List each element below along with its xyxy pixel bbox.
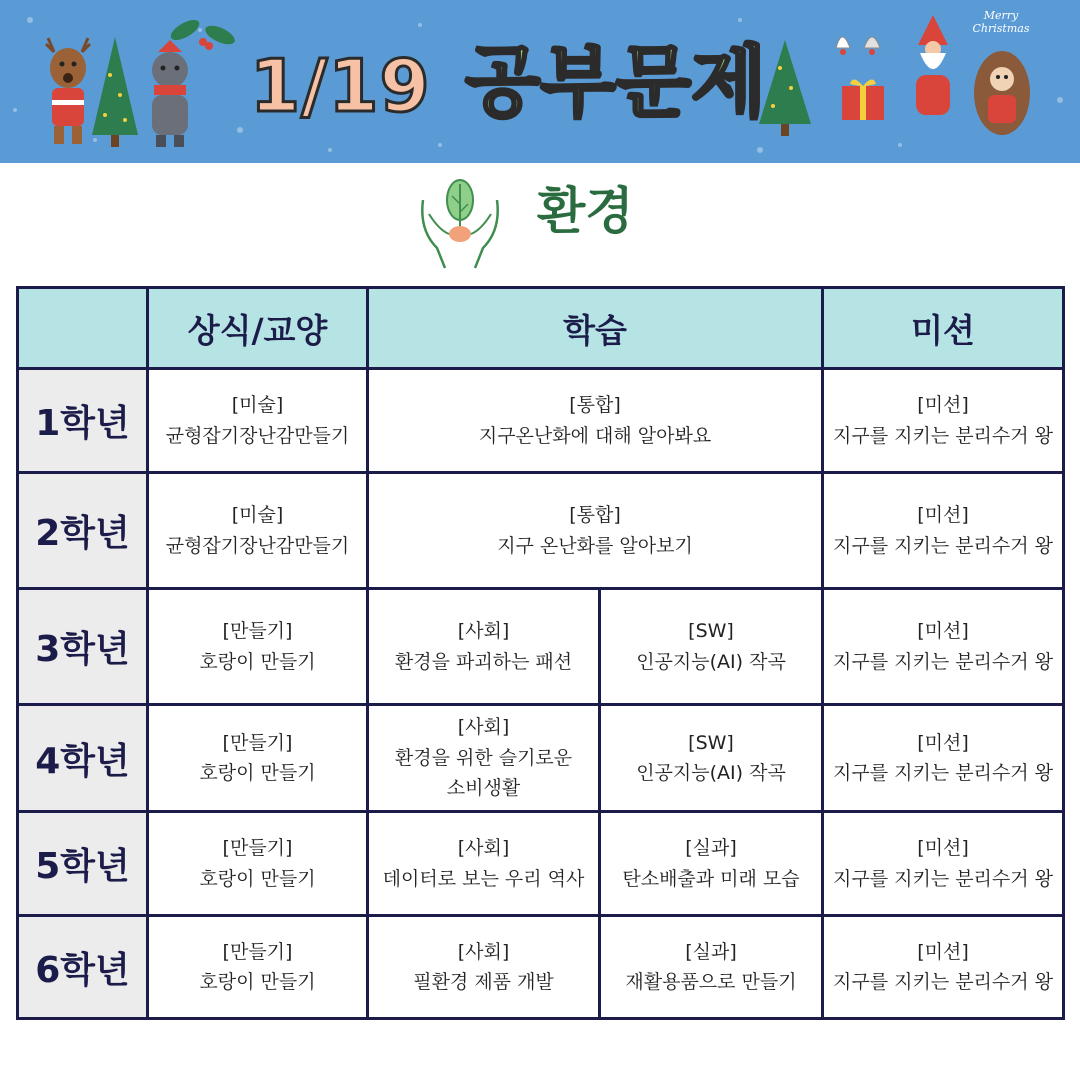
cell-tag: [SW] bbox=[688, 731, 734, 754]
holly-icon bbox=[165, 10, 245, 60]
cell-desc-line2: 소비생활 bbox=[446, 777, 521, 800]
cell-tag: [통합] bbox=[569, 504, 621, 527]
top-banner bbox=[0, 0, 1080, 163]
cell-desc: 균형잡기장난감만들기 bbox=[165, 424, 350, 447]
bells-icon bbox=[828, 18, 888, 68]
cell-desc: 지구를 지키는 분리수거 왕 bbox=[833, 971, 1054, 993]
header-corner bbox=[18, 288, 148, 369]
cell-desc: 호랑이 만들기 bbox=[199, 762, 316, 784]
banner-title: 공부문제 bbox=[465, 38, 767, 128]
cell-tag: [실과] bbox=[685, 940, 737, 963]
cell-tag: [사회] bbox=[457, 837, 510, 860]
grade-label: 5학년 bbox=[18, 812, 148, 916]
cell-desc: 호랑이 만들기 bbox=[199, 971, 316, 993]
cell-tag: [미션] bbox=[917, 940, 969, 963]
cell-desc: 지구를 지키는 분리수거 왕 bbox=[833, 650, 1054, 673]
cell-general bbox=[148, 812, 368, 916]
grade-label: 4학년 bbox=[18, 705, 148, 812]
cell-desc: 필환경 제품 개발 bbox=[413, 971, 554, 993]
cell-desc: 탄소배출과 미래 모습 bbox=[622, 867, 800, 890]
cell-mission bbox=[823, 812, 1064, 916]
cell-tag: [사회] bbox=[457, 716, 510, 739]
cell-study-social bbox=[368, 589, 600, 705]
cell-tag: [미술] bbox=[231, 504, 284, 527]
cell-desc: 환경을 위한 슬기로운 bbox=[394, 746, 573, 769]
cell-desc: 지구를 지키는 분리수거 왕 bbox=[833, 424, 1054, 447]
cell-tag: [미션] bbox=[917, 837, 969, 860]
grade-label: 2학년 bbox=[18, 473, 148, 589]
cell-tag: [사회] bbox=[457, 940, 510, 963]
cell-tag: [미술] bbox=[231, 394, 284, 417]
cell-study-social bbox=[368, 916, 600, 1019]
cell-study bbox=[368, 473, 823, 589]
table-row bbox=[18, 812, 1064, 916]
cell-mission bbox=[823, 705, 1064, 812]
cell-tag: [미션] bbox=[917, 620, 969, 643]
cell-general bbox=[148, 473, 368, 589]
table-row bbox=[18, 369, 1064, 473]
christmas-tree-icon bbox=[755, 38, 815, 138]
cell-desc: 호랑이 만들기 bbox=[199, 650, 316, 673]
christmas-line: Christmas bbox=[972, 21, 1030, 35]
cell-tag: [미션] bbox=[917, 731, 969, 754]
cell-general bbox=[148, 705, 368, 812]
schedule-table bbox=[16, 286, 1065, 1020]
cell-general bbox=[148, 369, 368, 473]
cell-tag: [미션] bbox=[917, 504, 969, 527]
cell-study bbox=[368, 369, 823, 473]
cell-tag: [만들기] bbox=[222, 731, 293, 754]
subject-title: 환경 bbox=[537, 182, 634, 240]
cell-study-second bbox=[600, 705, 823, 812]
merry-christmas-text bbox=[966, 10, 1036, 35]
table-row bbox=[18, 916, 1064, 1019]
header-mission: 미션 bbox=[823, 288, 1064, 369]
cell-desc: 재활용품으로 만들기 bbox=[625, 971, 797, 993]
header-study: 학습 bbox=[368, 288, 823, 369]
cell-desc: 환경을 파괴하는 패션 bbox=[394, 650, 573, 673]
cell-desc: 지구 온난화를 알아보기 bbox=[497, 534, 693, 557]
cell-study-social bbox=[368, 812, 600, 916]
cell-study-second bbox=[600, 589, 823, 705]
merry-line: Merry bbox=[983, 9, 1019, 22]
cell-desc: 지구를 지키는 분리수거 왕 bbox=[833, 762, 1054, 784]
cell-study-social bbox=[368, 705, 600, 812]
cell-general bbox=[148, 589, 368, 705]
cell-mission bbox=[823, 589, 1064, 705]
cell-desc: 균형잡기장난감만들기 bbox=[165, 534, 350, 557]
cell-tag: [SW] bbox=[688, 620, 734, 643]
cell-mission bbox=[823, 369, 1064, 473]
hands-with-leaf-icon bbox=[415, 170, 505, 270]
hedgehog-icon bbox=[972, 45, 1032, 140]
cell-general bbox=[148, 916, 368, 1019]
cell-tag: [사회] bbox=[457, 620, 510, 643]
cell-desc: 인공지능(AI) 작곡 bbox=[636, 650, 786, 673]
reindeer-icon bbox=[38, 30, 98, 150]
cell-tag: [미션] bbox=[917, 394, 969, 417]
gift-box-icon bbox=[838, 72, 888, 122]
cell-desc: 지구를 지키는 분리수거 왕 bbox=[833, 534, 1054, 557]
cell-desc: 호랑이 만들기 bbox=[199, 867, 316, 890]
cell-tag: [통합] bbox=[569, 394, 621, 417]
table-header-row bbox=[18, 288, 1064, 369]
cell-tag: [만들기] bbox=[222, 620, 293, 643]
cell-mission bbox=[823, 473, 1064, 589]
cell-study-second bbox=[600, 812, 823, 916]
cell-tag: [만들기] bbox=[222, 940, 293, 963]
cell-desc: 지구온난화에 대해 알아봐요 bbox=[478, 424, 712, 447]
cell-mission bbox=[823, 916, 1064, 1019]
cell-tag: [만들기] bbox=[222, 837, 293, 860]
cell-study-second bbox=[600, 916, 823, 1019]
christmas-tree-icon bbox=[90, 35, 140, 150]
cell-desc: 인공지능(AI) 작곡 bbox=[636, 762, 786, 784]
table-row bbox=[18, 473, 1064, 589]
header-general: 상식/교양 bbox=[148, 288, 368, 369]
cell-desc: 지구를 지키는 분리수거 왕 bbox=[833, 867, 1054, 890]
grade-label: 3학년 bbox=[18, 589, 148, 705]
table-row bbox=[18, 589, 1064, 705]
cell-tag: [실과] bbox=[685, 837, 737, 860]
banner-date: 1/19 bbox=[250, 44, 431, 128]
grade-label: 1학년 bbox=[18, 369, 148, 473]
grade-label: 6학년 bbox=[18, 916, 148, 1019]
table-row bbox=[18, 705, 1064, 812]
cell-desc: 데이터로 보는 우리 역사 bbox=[382, 867, 585, 890]
santa-icon bbox=[908, 15, 958, 125]
